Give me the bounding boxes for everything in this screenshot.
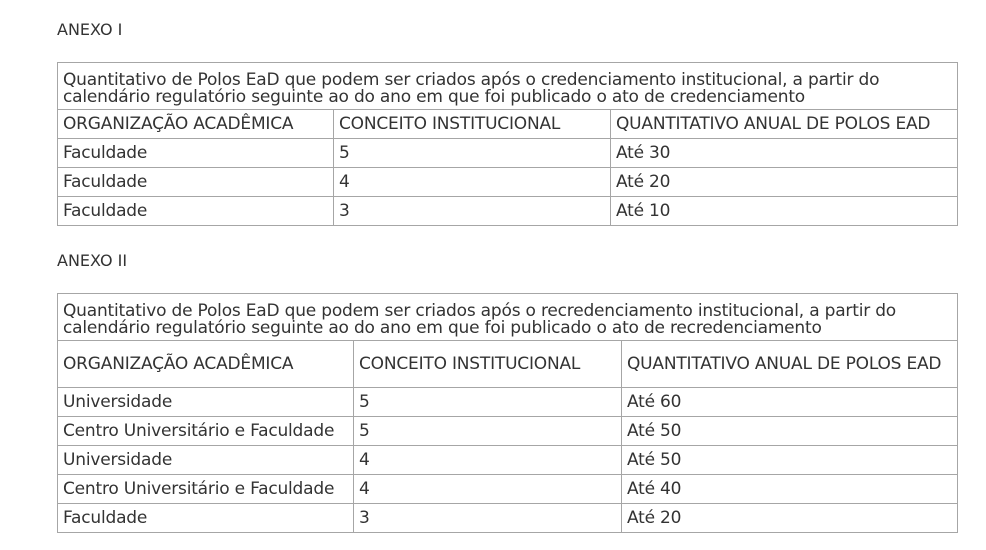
annex-2-title: ANEXO II	[57, 251, 128, 270]
table-cell: 3	[354, 504, 622, 533]
table-cell: 5	[334, 139, 611, 168]
column-header-conceito: CONCEITO INSTITUCIONAL	[354, 341, 622, 388]
table-row	[58, 168, 958, 197]
table-row	[58, 475, 958, 504]
table-header-row	[58, 341, 958, 388]
table-cell: Faculdade	[58, 168, 334, 197]
table-cell: Até 60	[622, 388, 958, 417]
table-cell: 3	[334, 197, 611, 226]
table-cell: Até 40	[622, 475, 958, 504]
table-cell: Faculdade	[58, 197, 334, 226]
table-row	[58, 197, 958, 226]
table-cell: Até 30	[611, 139, 958, 168]
annex-1-table	[57, 62, 958, 226]
table-cell: 5	[354, 417, 622, 446]
table-cell: Centro Universitário e Faculdade	[58, 417, 354, 446]
annex-2-table	[57, 293, 958, 533]
table-caption-row	[58, 294, 958, 341]
table-cell: Universidade	[58, 446, 354, 475]
table-cell: Universidade	[58, 388, 354, 417]
table-cell: Centro Universitário e Faculdade	[58, 475, 354, 504]
table-cell: 5	[354, 388, 622, 417]
table-caption: Quantitativo de Polos EaD que podem ser criados após o recredenciamento institucional, a partir do calendário regulatório seguinte ao do ano em que foi publicado o ato de recredenciamento	[58, 294, 958, 341]
table-row	[58, 446, 958, 475]
table-cell: Até 20	[622, 504, 958, 533]
table-cell: Até 10	[611, 197, 958, 226]
table-cell: Faculdade	[58, 139, 334, 168]
table-cell: Até 20	[611, 168, 958, 197]
table-header-row	[58, 110, 958, 139]
table-cell: Até 50	[622, 446, 958, 475]
column-header-quantitativo: QUANTITATIVO ANUAL DE POLOS EAD	[611, 110, 958, 139]
table-caption: Quantitativo de Polos EaD que podem ser criados após o credenciamento institucional, a partir do calendário regulatório seguinte ao do ano em que foi publicado o ato de credenciamento	[58, 63, 958, 110]
annex-1-title: ANEXO I	[57, 20, 123, 39]
column-header-organizacao: ORGANIZAÇÃO ACADÊMICA	[58, 341, 354, 388]
column-header-conceito: CONCEITO INSTITUCIONAL	[334, 110, 611, 139]
table-cell: Até 50	[622, 417, 958, 446]
table-row	[58, 504, 958, 533]
table-row	[58, 388, 958, 417]
table-cell: 4	[354, 475, 622, 504]
table-row	[58, 139, 958, 168]
table-cell: 4	[334, 168, 611, 197]
table-cell: 4	[354, 446, 622, 475]
table-cell: Faculdade	[58, 504, 354, 533]
table-caption-row	[58, 63, 958, 110]
table-row	[58, 417, 958, 446]
column-header-quantitativo: QUANTITATIVO ANUAL DE POLOS EAD	[622, 341, 958, 388]
column-header-organizacao: ORGANIZAÇÃO ACADÊMICA	[58, 110, 334, 139]
